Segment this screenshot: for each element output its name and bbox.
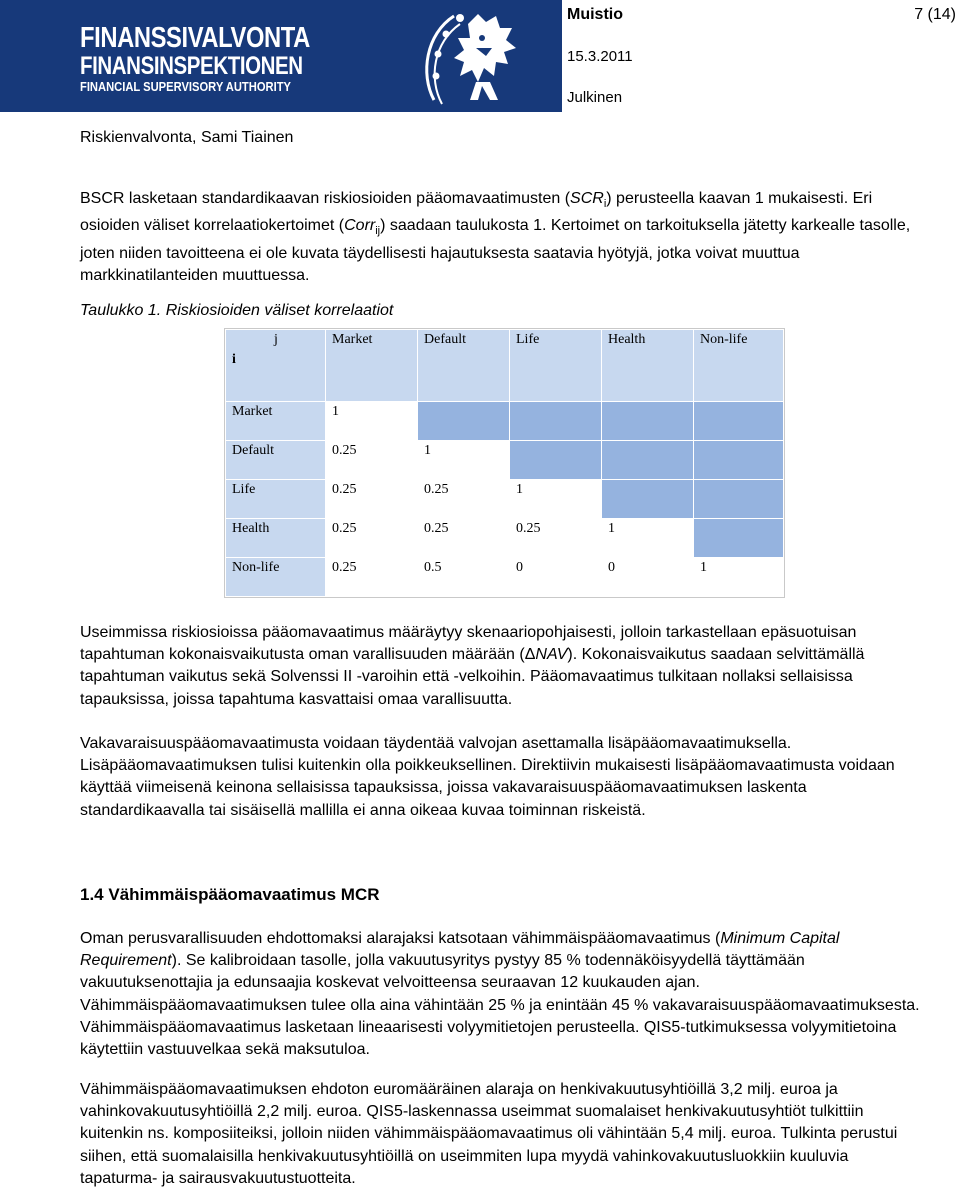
table-cell: 1 — [326, 402, 418, 441]
table-cell: 1 — [694, 558, 784, 597]
table-row — [226, 480, 784, 519]
scr-symbol: SCR — [570, 190, 604, 207]
column-header: Life — [510, 330, 602, 402]
table-cell: 1 — [510, 480, 602, 519]
para1-text-a: BSCR lasketaan standardikaavan riskiosioiden pääomavaatimusten ( — [80, 190, 571, 207]
para2-text-a: Useimmissa riskiosioissa pääomavaatimus määräytyy skenaariopohjaisesti, jolloin tarkastellaan epäsuotuisan tapahtuman kokonaisvaikutusta oman varallisuuden määrään ( — [80, 624, 857, 664]
document-type: Muistio — [567, 6, 623, 23]
table-corner-cell — [226, 330, 326, 402]
corr-subscript: ij — [375, 225, 381, 238]
table-cell: 0 — [510, 558, 602, 597]
para1-text-c: ) saadaan taulukosta 1. Kertoimet on tarkoituksella jätetty karkealle tasolle, joten niiden tavoitteena ei ole kuvata täydellisesti hajautuksesta saatavia hyötyjä, jotka voivat muuttua markkinatilanteiden muuttuessa. — [80, 217, 911, 284]
classification: Julkinen — [567, 89, 623, 106]
table-cell-empty — [510, 402, 602, 441]
table-cell-empty — [694, 441, 784, 480]
table-cell: 1 — [418, 441, 510, 480]
table-cell-empty — [418, 402, 510, 441]
table-cell: 0.25 — [418, 519, 510, 558]
table-cell: 1 — [602, 519, 694, 558]
table-cell: 0.25 — [326, 558, 418, 597]
paragraph-scenario — [80, 622, 930, 711]
author-line: Riskienvalvonta, Sami Tiainen — [80, 129, 294, 146]
nav-symbol: NAV — [535, 646, 568, 664]
table-cell: 0 — [602, 558, 694, 597]
paragraph-bscr — [80, 188, 930, 287]
table-cell: 0.5 — [418, 558, 510, 597]
row-header: Non-life — [226, 558, 326, 597]
paragraph-mcr-floor: Vähimmäispääomavaatimuksen ehdoton euromääräinen alaraja on henkivakuutusyhtiöillä 3,2 milj. euroa ja vahinkovakuutusyhtiöillä 2,2 milj. euroa. QIS5-laskennassa useimmat suomalaiset henkivakuutusyhtiöt tulkittiin kuitenkin ns. komposiiteiksi, jolloin niiden vähimmäispääomavaatimus oli vähintään 5,4 milj. euroa. Tulkinta perustui siihen, että suomalaisilla henkivakuutusyhtiöillä on useimmiten lupa myydä vahinkovakuutusluokkiin kuuluvia tapaturma- ja sairausvakuutustuotteita. — [80, 1081, 898, 1187]
corr-symbol: Corr — [344, 217, 376, 235]
row-header: Health — [226, 519, 326, 558]
table-cell-empty — [602, 402, 694, 441]
row-header: Life — [226, 480, 326, 519]
column-header: Market — [326, 330, 418, 402]
row-header: Market — [226, 402, 326, 441]
table-cell: 0.25 — [326, 480, 418, 519]
para1-text-b: ) perusteella kaavan 1 mukaisesti. Eri osioiden väliset korrelaatiokertoimet ( — [80, 190, 873, 235]
section-heading: 1.4 Vähimmäispääomavaatimus MCR — [80, 885, 380, 904]
para2-text-b: ). Kokonaisvaikutus saadaan selvittämällä tapahtuman vaikutus sekä Solvenssi II -varoihin että -velkoihin. Pääomavaatimus tulkitaan nollaksi sellaisissa tapauksissa, joissa tapahtuma kasvattaisi omaa varallisuutta. — [80, 646, 865, 708]
table-caption: Taulukko 1. Riskiosioiden väliset korrelaatiot — [80, 302, 394, 319]
authority-logo — [0, 0, 562, 112]
table-row — [226, 441, 784, 480]
paragraph-mcr — [80, 928, 930, 1061]
table-header-row — [226, 330, 784, 402]
row-header: Default — [226, 441, 326, 480]
table-cell-empty — [694, 402, 784, 441]
paragraph-capital-add-on: Vakavaraisuuspääomavaatimusta voidaan täydentää valvojan asettamalla lisäpääomavaatimuksella. Lisäpääomavaatimuksen tulisi kuitenkin olla poikkeuksellinen. Direktiivin mukaisesti lisäpääomavaatimusta voidaan käyttää viimeisenä keinona sellaisissa tapauksissa, joissa vakavaraisuuspääomavaatimuksen laskenta standardikaavalla tai sisäisellä mallilla ei anna oikeaa kuvaa toiminnan riskeistä. — [80, 735, 895, 819]
table-cell: 0.25 — [418, 480, 510, 519]
table-cell-empty — [602, 480, 694, 519]
document-date: 15.3.2011 — [567, 48, 633, 65]
page-number: 7 (14) — [914, 6, 956, 23]
para4-text-a: Oman perusvarallisuuden ehdottomaksi alarajaksi katsotaan vähimmäispääomavaatimus ( — [80, 930, 721, 947]
corner-j-label: j — [274, 332, 278, 347]
column-header: Health — [602, 330, 694, 402]
logo-text-sv: FINANSINSPEKTIONEN — [80, 52, 303, 80]
delta-symbol: Δ — [524, 646, 536, 664]
table-row — [226, 519, 784, 558]
correlation-table — [225, 329, 784, 597]
table-cell: 0.25 — [326, 441, 418, 480]
table-cell-empty — [694, 480, 784, 519]
table-row — [226, 558, 784, 597]
logo-text-en: FINANCIAL SUPERVISORY AUTHORITY — [80, 79, 291, 94]
corner-i-label: i — [232, 352, 236, 367]
column-header: Non-life — [694, 330, 784, 402]
table-cell: 0.25 — [326, 519, 418, 558]
para4-text-b: ). Se kalibroidaan tasolle, jolla vakuutusyritys pystyy 85 % todennäköisyydellä täyttämään vakuutuksenottajia ja edunsaajia koskevat velvoitteensa seuraavan 12 kuukauden ajan. Vähimmäispääomavaatimuksen tulee olla aina vähintään 25 % ja enintään 45 % vakavaraisuuspääomavaatimuksesta. Vähimmäispääomavaatimus lasketaan lineaarisesti volyymitietojen perusteella. QIS5-tutkimuksessa volyymitietoina käytettiin vastuuvelkaa sekä maksutuloa. — [80, 952, 920, 1059]
scr-subscript: i — [603, 198, 607, 211]
column-header: Default — [418, 330, 510, 402]
table-cell: 0.25 — [510, 519, 602, 558]
table-row — [226, 402, 784, 441]
table-cell-empty — [602, 441, 694, 480]
table-cell-empty — [510, 441, 602, 480]
logo-text-fi: FINANSSIVALVONTA — [80, 22, 310, 54]
lion-emblem-icon — [420, 4, 532, 108]
table-cell-empty — [694, 519, 784, 558]
mcr-term: Minimum Capital Requirement — [80, 930, 840, 970]
